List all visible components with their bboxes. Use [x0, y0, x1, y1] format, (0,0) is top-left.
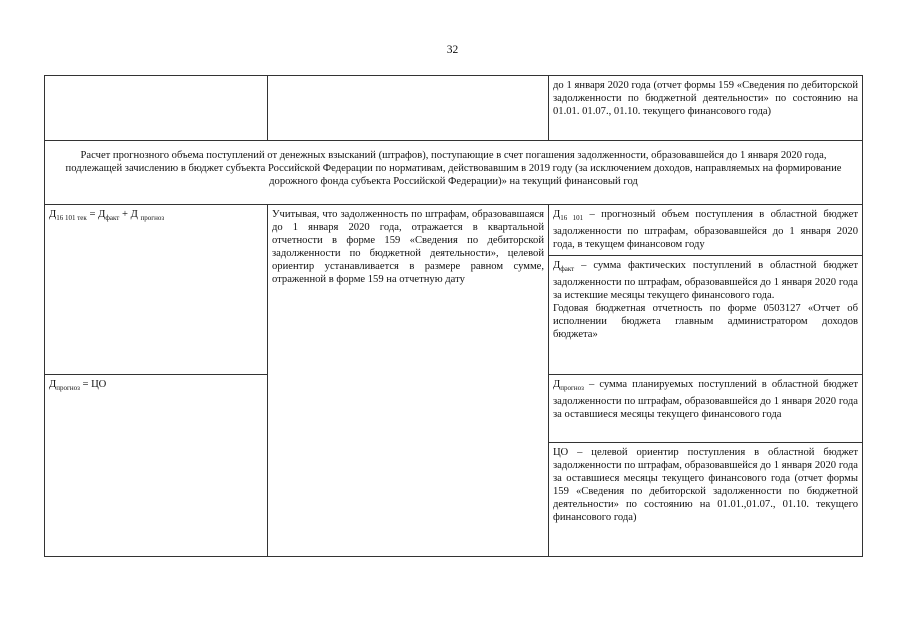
definition-text: Годовая бюджетная отчетность по форме 0503127 «Отчет об исполнении бюджета главным администратором доходов бюджета»	[553, 303, 858, 341]
page-number: 32	[446, 44, 459, 56]
method-description: Учитывая, что задолженность по штрафам, образовавшаяся до 1 января 2020 года, отражается в квартальной отчетности в форме 159 «Сведения по дебиторской задолженности по бюджетной деятельности», целевой ориентир устанавливается в размере равном сумме, отраженной в форме 159 на отчетную дату	[268, 205, 549, 557]
definition-subscript: факт	[560, 265, 575, 274]
formula-subscript: факт	[105, 214, 120, 223]
formula-equals: = Д	[86, 209, 106, 220]
formula-total	[45, 205, 268, 375]
definition-text: – сумма фактических поступлений в областной бюджет задолженности по штрафам, образовавшейся до 1 января 2020 года за истекшие месяцы текущего финансового года.	[553, 260, 858, 302]
definition-cell	[549, 205, 863, 256]
document-table	[44, 75, 863, 557]
formula-forecast	[45, 375, 268, 557]
formula-subscript: прогноз	[56, 384, 80, 393]
formula-symbol: Д	[49, 209, 57, 220]
definition-symbol: Д	[553, 209, 561, 220]
definition-subscript: прогноз	[560, 384, 584, 393]
formula-subscript: 16 101 тек	[56, 214, 87, 223]
definition-cell	[549, 256, 863, 375]
table-row	[45, 76, 863, 141]
source-description: до 1 января 2020 года (отчет формы 159 «Сведения по дебиторской задолженности по бюджетной деятельности» по состоянию на 01.01. 01.07., 01.10. текущего финансового года)	[549, 76, 863, 141]
definition-cell	[549, 375, 863, 443]
formula-rhs: = ЦО	[79, 379, 107, 390]
empty-cell	[45, 76, 268, 141]
definition-subscript: 16 101	[560, 214, 584, 223]
table-row	[45, 205, 863, 256]
definition-text: – прогнозный объем поступления в областной бюджет задолженности по штрафам, образовавшейся до 1 января 2020 года, в текущем финансовом году	[553, 209, 859, 251]
definition-symbol: Д	[553, 379, 561, 390]
section-header: Расчет прогнозного объема поступлений от денежных взысканий (штрафов), поступающие в счет погашения задолженности, образовавшейся до 1 января 2020 года, подлежащей зачислению в бюджет субъекта Российской Федерации по нормативам, действовавшим в 2019 году (за исключением доходов, направляемых на формирование дорожного фонда субъекта Российской Федерации)» на текущий финансовый год	[45, 141, 863, 205]
definition-symbol: Д	[553, 260, 561, 271]
formula-subscript: прогноз	[140, 214, 165, 223]
empty-cell	[268, 76, 549, 141]
table-row	[45, 141, 863, 205]
formula-symbol: Д	[49, 379, 57, 390]
formula-plus: + Д	[119, 209, 141, 220]
definition-cell: ЦО – целевой ориентир поступления в областной бюджет задолженности по штрафам, образовавшейся до 1 января 2020 года за оставшиеся месяцы текущего финансового года (отчет формы 159 «Сведения по дебиторской задолженности по бюджетной деятельности» по состоянию на 01.01.,01.07., 01.10. текущего финансового года)	[549, 443, 863, 557]
definition-text: – сумма планируемых поступлений в областной бюджет задолженности по штрафам, образовавшейся до 1 января 2020 года за оставшиеся месяцы текущего финансового года	[553, 379, 858, 421]
